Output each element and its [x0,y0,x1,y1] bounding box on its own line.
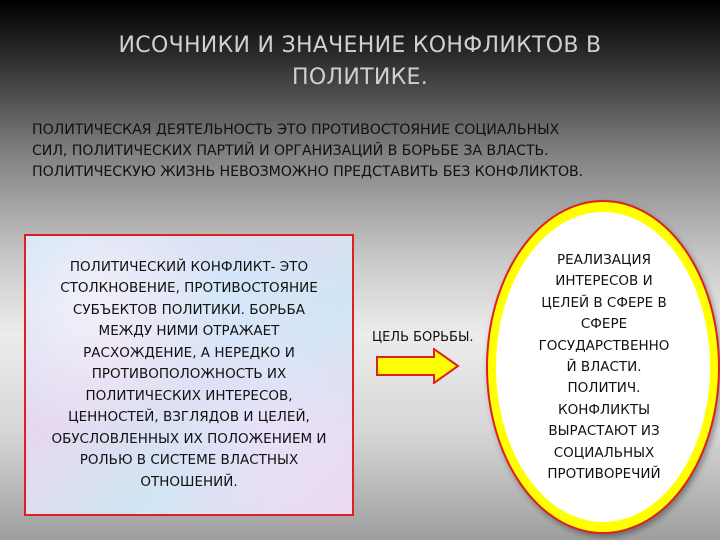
ellipse-line: РЕАЛИЗАЦИЯ [556,252,651,268]
definition-line: СТОЛКНОВЕНИЕ, ПРОТИВОСТОЯНИЕ [60,280,318,297]
goal-label: ЦЕЛЬ БОРЬБЫ. [372,330,474,345]
definition-line: ПОЛИТИЧЕСКИЙ КОНФЛИКТ- ЭТО [69,258,309,275]
definition-line: РАСХОЖДЕНИЕ, А НЕРЕДКО И [83,344,295,361]
intro-line: ПОЛИТИЧЕСКАЯ ДЕЯТЕЛЬНОСТЬ ЭТО ПРОТИВОСТОЯНИЕ СОЦИАЛЬНЫХ [32,122,560,138]
definition-line: ПОЛИТИЧЕСКИХ ИНТЕРЕСОВ, [85,387,293,404]
right-arrow-icon [376,348,460,384]
definition-line: ЦЕННОСТЕЙ, ВЗГЛЯДОВ И ЦЕЛЕЙ, [68,409,310,426]
definition-box [24,234,354,516]
definition-line: ОБУСЛОВЛЕННЫХ ИХ ПОЛОЖЕНИЕМ И [51,430,327,447]
ellipse-line: Й ВЛАСТИ. [566,359,642,376]
ellipse-line: ПРОТИВОРЕЧИЙ [547,466,661,483]
ellipse-line: СФЕРЕ [580,316,628,333]
intro-line: СИЛ, ПОЛИТИЧЕСКИХ ПАРТИЙ И ОРГАНИЗАЦИЙ В БОРЬБЕ ЗА ВЛАСТЬ. [32,143,549,159]
ellipse-line: ВЫРАСТАЮТ ИЗ [548,423,660,440]
slide-title [90,30,630,94]
ellipse-line: ЦЕЛЕЙ В СФЕРЕ В [541,294,667,311]
ellipse-line: СОЦИАЛЬНЫХ [553,444,655,461]
title-line: ИСОЧНИКИ И ЗНАЧЕНИЕ КОНФЛИКТОВ В [118,33,602,58]
ellipse-line: КОНФЛИКТЫ [558,401,650,418]
definition-line: ПРОТИВОПОЛОЖНОСТЬ ИХ [91,366,287,383]
definition-line: РОЛЬЮ В СИСТЕМЕ ВЛАСТНЫХ [79,452,299,469]
definition-line: МЕЖДУ НИМИ ОТРАЖАЕТ [98,323,280,340]
definition-text [51,257,326,494]
ellipse-line: ИНТЕРЕСОВ И [555,273,653,290]
definition-line: СУБЪЕКТОВ ПОЛИТИКИ. БОРЬБА [72,301,306,318]
intro-line: ПОЛИТИЧЕСКУЮ ЖИЗНЬ НЕВОЗМОЖНО ПРЕДСТАВИТЬ БЕЗ КОНФЛИКТОВ. [32,164,584,180]
ellipse-line: ПОЛИТИЧ. [567,380,641,397]
definition-line: ОТНОШЕНИЙ. [140,473,238,490]
goal-ellipse-text [508,250,700,485]
title-line: ПОЛИТИКЕ. [292,65,428,90]
ellipse-line: ГОСУДАРСТВЕННО [538,337,670,354]
intro-paragraph [32,120,702,183]
